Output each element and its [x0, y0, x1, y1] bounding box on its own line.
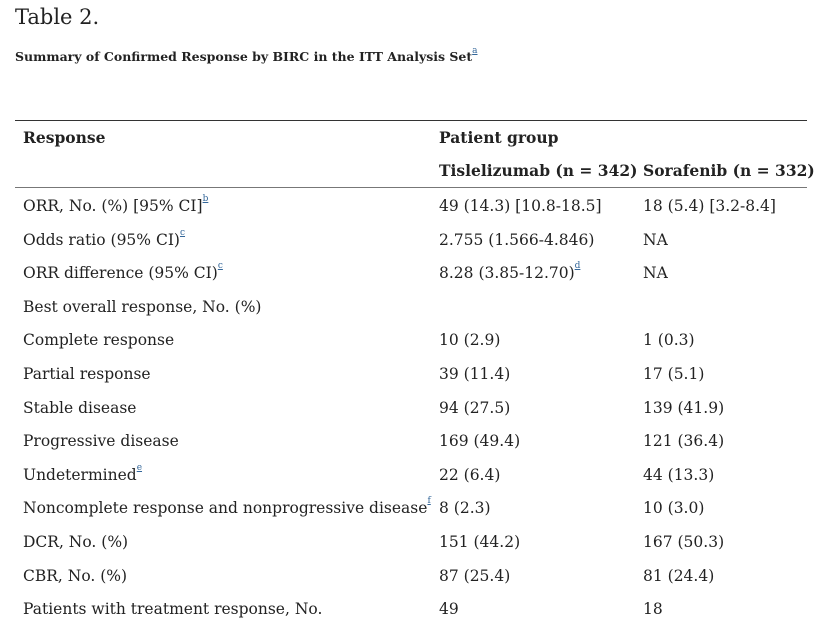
table-row — [0, 227, 826, 265]
header-sorafenib: Sorafenib (n = 332) — [643, 161, 815, 180]
row-label — [23, 331, 174, 349]
row-label — [23, 227, 186, 249]
table-row — [0, 194, 826, 231]
table-row — [0, 331, 826, 365]
tislelizumab-value — [439, 567, 510, 585]
footnote-link[interactable]: c — [179, 227, 186, 238]
table-row — [0, 298, 826, 332]
footnote-link[interactable]: e — [136, 462, 143, 473]
sorafenib-value-text: 81 (24.4) — [643, 566, 715, 585]
tislelizumab-value-text: 169 (49.4) — [439, 432, 521, 451]
sorafenib-value — [643, 399, 724, 417]
caption-footnote-link[interactable]: a — [472, 46, 478, 56]
table-caption — [15, 46, 478, 64]
table-row — [0, 365, 826, 399]
row-label — [23, 261, 223, 283]
row-label-text: Progressive disease — [23, 432, 179, 451]
tislelizumab-value — [439, 600, 459, 618]
row-label-text: Best overall response, No. (%) — [23, 297, 262, 316]
tislelizumab-value-text: 49 — [439, 600, 459, 619]
sorafenib-value-text: 18 — [643, 600, 663, 619]
table-row — [0, 399, 826, 433]
sorafenib-value-text: 18 (5.4) [3.2-8.4] — [643, 197, 776, 215]
sorafenib-value — [643, 499, 704, 517]
row-label-text: CBR, No. (%) — [23, 566, 128, 585]
tislelizumab-value-text: 49 (14.3) [10.8-18.5] — [439, 197, 602, 215]
sorafenib-value-text: NA — [643, 230, 668, 249]
sorafenib-value — [643, 365, 704, 383]
tislelizumab-value-text: 8.28 (3.85-12.70) — [439, 264, 575, 283]
sorafenib-value-text: 1 (0.3) — [643, 331, 695, 350]
sorafenib-value-text: 44 (13.3) — [643, 465, 715, 484]
sorafenib-value-text: 167 (50.3) — [643, 533, 725, 551]
header-tislelizumab: Tislelizumab (n = 342) — [439, 161, 638, 180]
sorafenib-value — [643, 331, 695, 349]
header-patient-group: Patient group — [439, 128, 559, 147]
tislelizumab-value — [439, 331, 500, 349]
tislelizumab-value-text: 39 (11.4) — [439, 365, 511, 383]
sorafenib-value-text: 139 (41.9) — [643, 398, 725, 417]
row-label-text: Odds ratio (95% CI) — [23, 230, 180, 249]
table-row — [0, 496, 826, 533]
row-label — [23, 432, 179, 450]
row-label — [23, 399, 136, 417]
row-label-text: Stable disease — [23, 398, 137, 417]
table-title: Table 2. — [15, 5, 100, 29]
footnote-link[interactable]: b — [202, 194, 209, 204]
sorafenib-value — [643, 197, 776, 215]
row-label — [23, 365, 151, 383]
row-label-text: ORR difference (95% CI) — [23, 264, 218, 283]
tislelizumab-value — [439, 499, 491, 517]
table-row — [0, 567, 826, 601]
tislelizumab-value-text: 94 (27.5) — [439, 398, 511, 417]
tislelizumab-value — [439, 197, 602, 215]
tislelizumab-value-text: 8 (2.3) — [439, 499, 491, 518]
row-label-text: Partial response — [23, 365, 151, 383]
sorafenib-value-text: NA — [643, 264, 668, 283]
tislelizumab-value — [439, 533, 520, 551]
tislelizumab-value-text: 2.755 (1.566-4.846) — [439, 230, 595, 249]
tislelizumab-value — [439, 466, 500, 484]
row-label — [23, 496, 431, 518]
sorafenib-value-text: 121 (36.4) — [643, 432, 725, 451]
tislelizumab-value-text: 10 (2.9) — [439, 331, 501, 350]
sorafenib-value — [643, 567, 714, 585]
row-label-text: ORR, No. (%) [95% CI] — [23, 197, 203, 215]
caption-text: Summary of Confirmed Response by BIRC in the ITT Analysis Set — [15, 49, 473, 64]
table-top-rule — [15, 120, 807, 121]
sorafenib-value — [643, 264, 668, 282]
tislelizumab-value — [439, 231, 594, 249]
row-label — [23, 194, 209, 215]
table-row — [0, 600, 826, 634]
footnote-link[interactable]: d — [574, 261, 581, 272]
sorafenib-value — [643, 432, 724, 450]
tislelizumab-value-text: 151 (44.2) — [439, 533, 521, 551]
tislelizumab-value — [439, 432, 520, 450]
row-label-text: Complete response — [23, 331, 175, 350]
footnote-link[interactable]: c — [217, 261, 223, 272]
table-header-rule — [15, 187, 807, 188]
row-label — [23, 533, 128, 551]
table-row — [0, 533, 826, 567]
row-label-text: Noncomplete response and nonprogressive disease — [23, 499, 428, 518]
header-response: Response — [23, 128, 106, 147]
sorafenib-value — [643, 533, 724, 551]
tislelizumab-value-text: 22 (6.4) — [439, 465, 501, 484]
tislelizumab-value-text: 87 (25.4) — [439, 566, 511, 585]
row-label — [23, 600, 322, 618]
row-label — [23, 298, 261, 316]
tislelizumab-value — [439, 399, 510, 417]
tislelizumab-value — [439, 261, 581, 283]
table-row — [0, 432, 826, 466]
row-label-text: DCR, No. (%) — [23, 533, 129, 551]
row-label — [23, 567, 127, 585]
sorafenib-value-text: 10 (3.0) — [643, 499, 705, 518]
sorafenib-value — [643, 466, 714, 484]
sorafenib-value — [643, 231, 668, 249]
tislelizumab-value — [439, 365, 510, 383]
footnote-link[interactable]: f — [427, 496, 431, 507]
row-label-text: Undetermined — [23, 465, 137, 484]
table-row — [0, 261, 826, 298]
row-label-text: Patients with treatment response, No. — [23, 600, 323, 619]
sorafenib-value — [643, 600, 663, 618]
table-row — [0, 462, 826, 500]
sorafenib-value-text: 17 (5.1) — [643, 365, 705, 383]
row-label — [23, 462, 143, 484]
